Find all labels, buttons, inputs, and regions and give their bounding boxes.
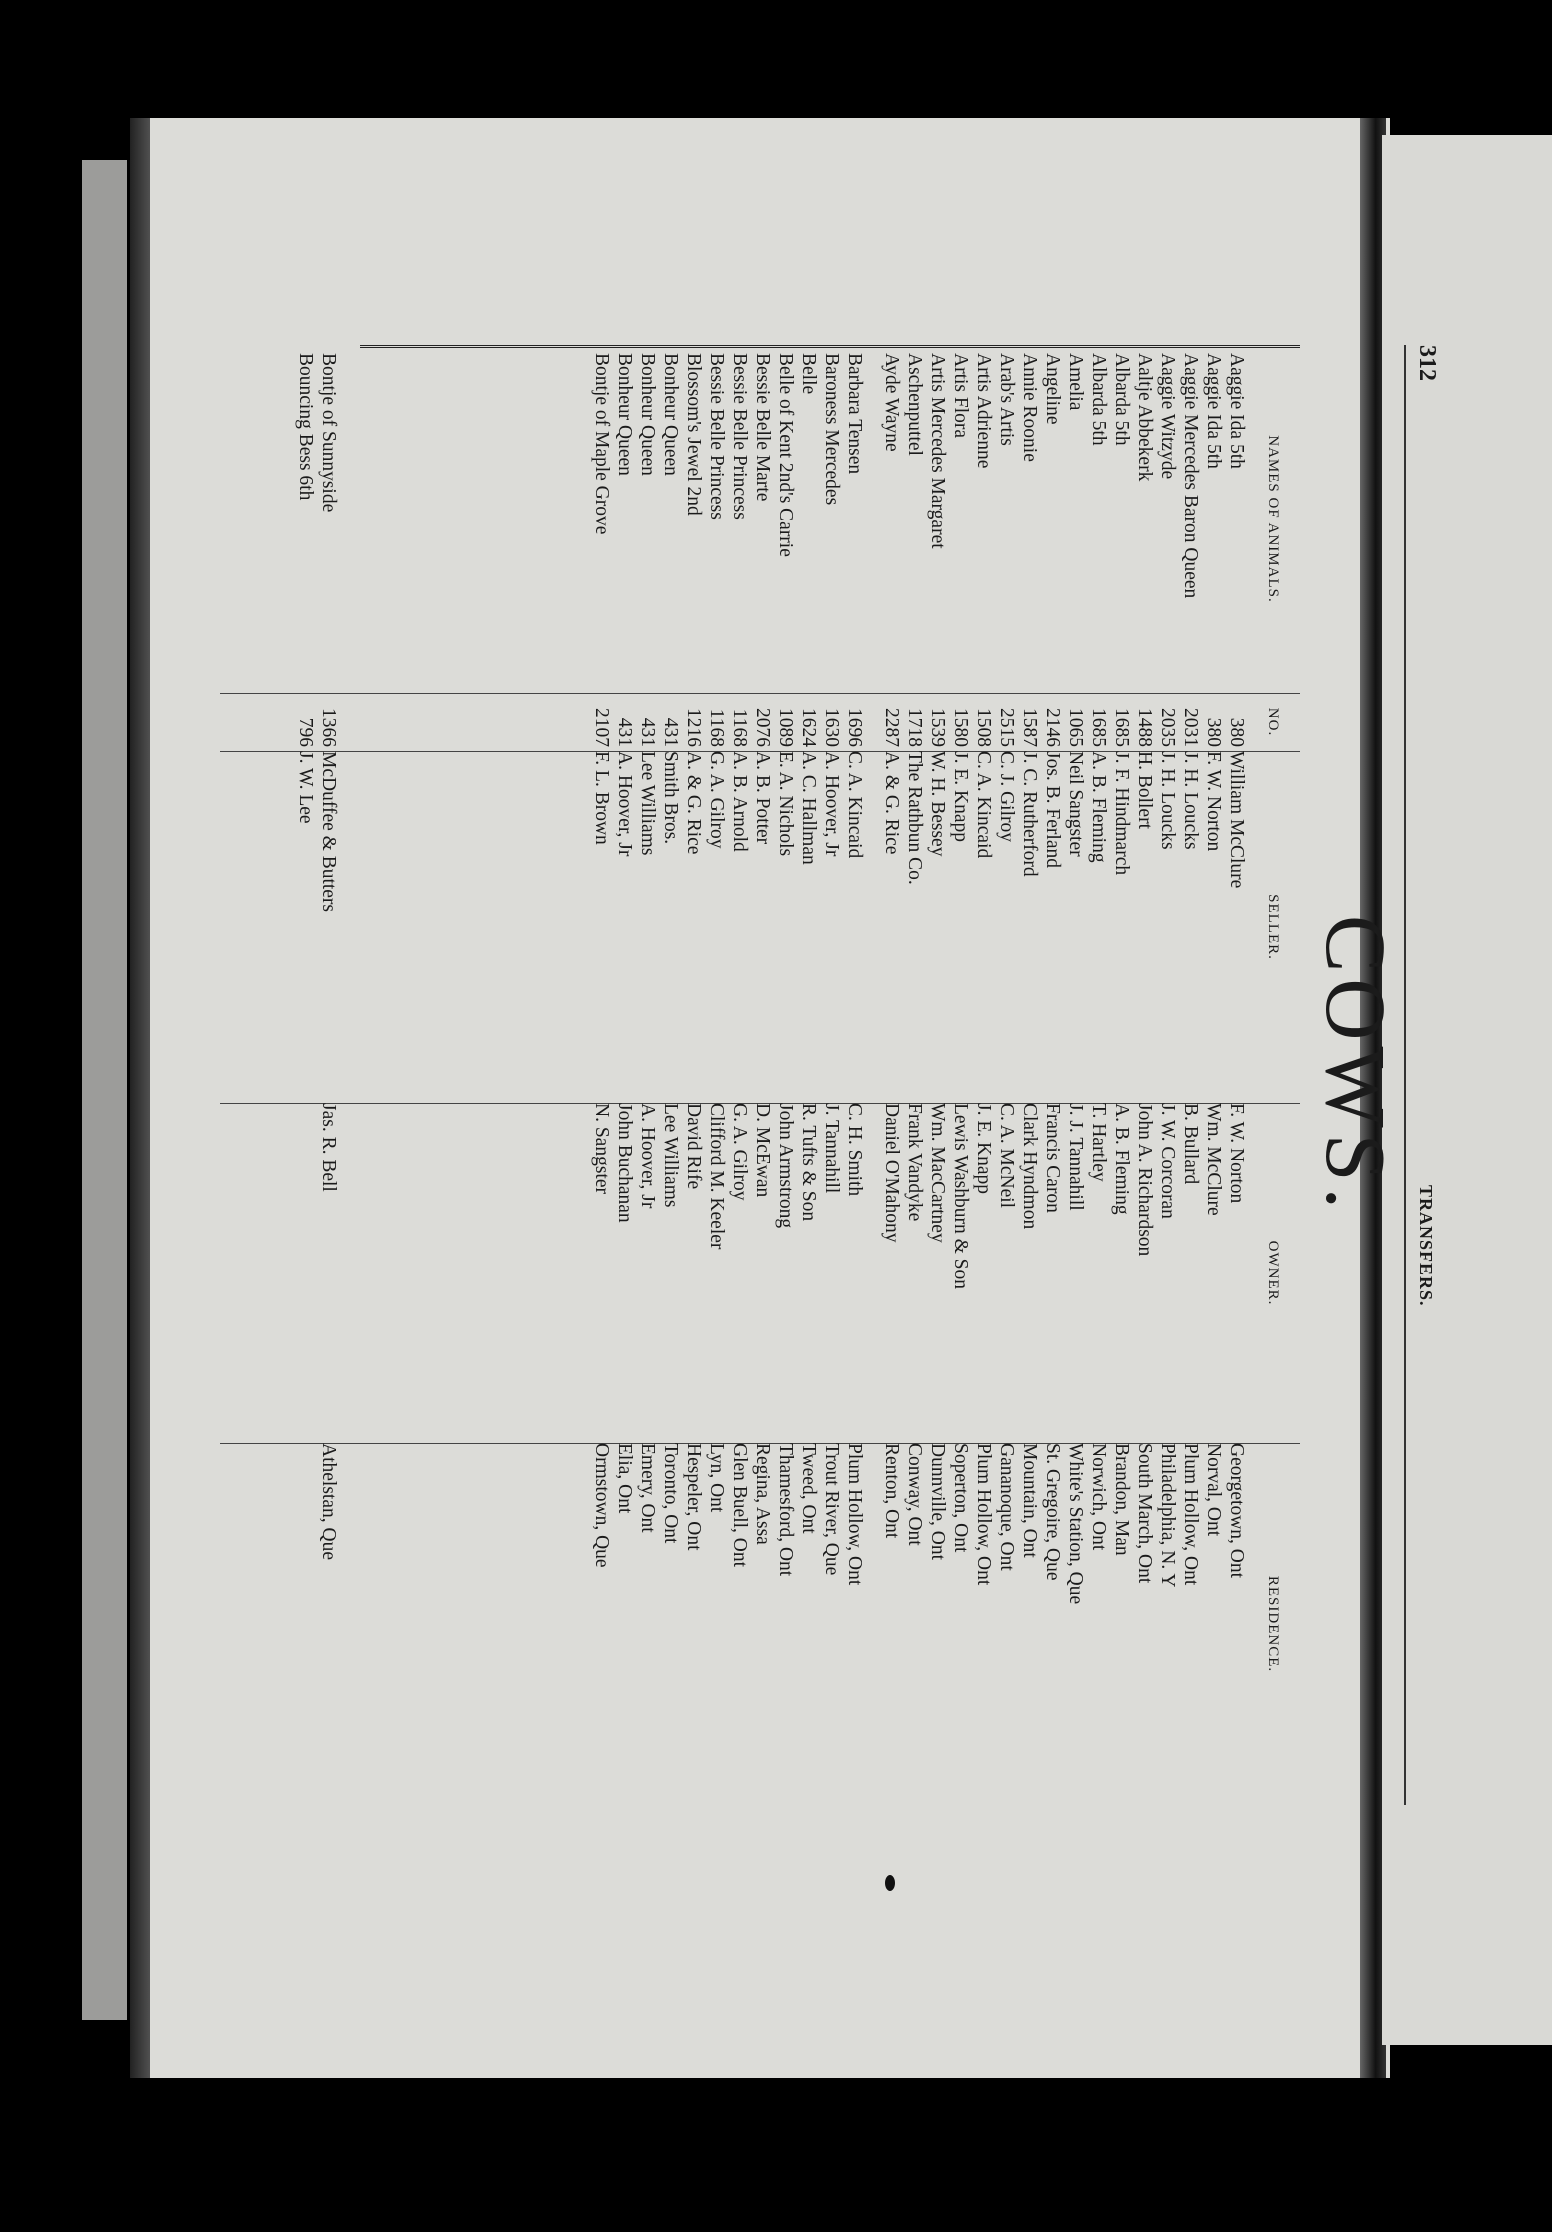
herd-book-number: 1488 (1134, 708, 1155, 747)
seller-name: A. Hoover, Jr (614, 751, 635, 857)
animal-name: Bonheur Queen (660, 353, 681, 476)
herd-book-number: 1065 (1065, 708, 1086, 747)
animal-name: Aaltje Abbekerk (1134, 353, 1155, 482)
animal-name: Belle (798, 353, 819, 395)
herd-book-number: 2146 (1042, 708, 1063, 747)
owner-name: G. A. Gilroy (729, 1103, 750, 1201)
page-number: 312 (1414, 345, 1440, 381)
animal-name: Artis Adrienne (973, 353, 994, 469)
running-title: TRANSFERS. (1416, 1185, 1436, 1307)
owner-residence: Lyn, Ont (706, 1443, 727, 1513)
seller-name: A. B. Potter (752, 751, 773, 845)
owner-residence: Elia, Ont (614, 1443, 635, 1514)
herd-book-number: 1696 (844, 708, 865, 747)
owner-residence: Regina, Assa (752, 1443, 773, 1545)
seller-name: Jos. B. Ferland (1042, 751, 1063, 868)
table-row (317, 345, 340, 1805)
table-row (820, 345, 843, 1805)
owner-name: Daniel O'Mahony (881, 1103, 902, 1243)
owner-name: F. W. Norton (1226, 1103, 1247, 1204)
owner-residence: Dunnville, Ont (927, 1443, 948, 1560)
owner-residence: Mountain, Ont (1019, 1443, 1040, 1558)
owner-name: Wm. McClure (1203, 1103, 1224, 1216)
owner-name (294, 1103, 317, 1441)
table-row (659, 345, 682, 1805)
herd-book-number: 1630 (821, 708, 842, 747)
animal-name: Blossom's Jewel 2nd (683, 353, 704, 516)
herd-book-number: 2287 (881, 708, 902, 747)
owner-residence: White's Station, Que (1065, 1443, 1086, 1605)
owner-residence: Ormstown, Que (591, 1443, 612, 1568)
animal-name: Ayde Wayne (881, 353, 902, 452)
table-row (949, 345, 972, 1805)
animal-name: Amelia (1065, 353, 1086, 411)
owner-name: Clark Hyndmon (1019, 1103, 1040, 1230)
seller-name: J. H. Loucks (1157, 751, 1178, 850)
owner-name: J. Tannahill (821, 1103, 842, 1194)
seller-name: Neil Sangster (1065, 751, 1086, 857)
owner-name: John Buchanan (614, 1103, 635, 1223)
herd-book-number: 1587 (1019, 708, 1040, 747)
herd-book-number: 431 (637, 717, 658, 747)
owner-residence: Tweed, Ont (798, 1443, 819, 1534)
seller-name: G. A. Gilroy (706, 751, 727, 849)
animal-name: Albarda 5th (1111, 353, 1132, 446)
herd-book-number: 431 (660, 717, 681, 747)
animal-name: Bonheur Queen (614, 353, 635, 476)
animal-name: Belle of Kent 2nd's Carrie (775, 353, 796, 557)
owner-name: Frank Vandyke (904, 1103, 925, 1222)
herd-book-number: 1624 (798, 708, 819, 747)
owner-residence: Glen Buell, Ont (729, 1443, 750, 1568)
owner-name: Jas. R. Bell (318, 1103, 339, 1192)
seller-name: A. C. Hallman (798, 751, 819, 865)
table-row (843, 345, 866, 1805)
herd-book-number: 1366 (318, 708, 339, 747)
table-row (1110, 345, 1133, 1805)
herd-book-number: 2035 (1157, 708, 1178, 747)
ink-blot (885, 1875, 895, 1891)
seller-name: J. H. Loucks (1180, 751, 1201, 850)
table-row (972, 345, 995, 1805)
seller-name: J. E. Knapp (950, 751, 971, 842)
animal-name: Artis Flora (950, 353, 971, 439)
owner-residence: Norwich, Ont (1088, 1443, 1109, 1551)
table-row (995, 345, 1018, 1805)
herd-book-number: 2107 (591, 708, 612, 747)
owner-residence: Plum Hollow, Ont (844, 1443, 865, 1586)
owner-residence: Trout River, Que (821, 1443, 842, 1576)
herd-book-number: 380 (1203, 717, 1224, 747)
owner-name: J. J. Tannahill (1065, 1103, 1086, 1211)
owner-name: A. Hoover, Jr (637, 1103, 658, 1209)
animal-name: Baroness Mercedes (821, 353, 842, 506)
owner-residence: Philadelphia, N. Y (1157, 1443, 1178, 1588)
owner-name: C. H. Smith (844, 1103, 865, 1197)
owner-residence: St. Gregoire, Que (1042, 1443, 1063, 1581)
animal-name: Bontje of Maple Grove (591, 353, 612, 535)
herd-book-number: 1718 (904, 708, 925, 747)
animal-name: Aaggie Ida 5th (1203, 353, 1224, 469)
owner-residence: Plum Hollow, Ont (1180, 1443, 1201, 1586)
owner-name: R. Tufts & Son (798, 1103, 819, 1222)
seller-name: J. W. Lee (295, 751, 316, 824)
table-row (1179, 345, 1202, 1805)
animal-name: Barbara Tensen (844, 353, 865, 475)
owner-name: David Rife (683, 1103, 704, 1190)
table-row (728, 345, 751, 1805)
column-header-seller: SELLER. (1265, 894, 1281, 960)
herd-book-number: 380 (1226, 717, 1247, 747)
table-row (590, 345, 613, 1805)
herd-book-number: 2515 (996, 708, 1017, 747)
animal-name: Aaggie Ida 5th (1226, 353, 1247, 469)
herd-book-number: 1168 (706, 708, 727, 747)
owner-name: John Armstrong (775, 1103, 796, 1229)
table-row (1133, 345, 1156, 1805)
table-row (294, 345, 317, 1805)
table-row (1225, 345, 1248, 1805)
owner-residence: Athelstan, Que (318, 1443, 339, 1560)
animal-name: Artis Mercedes Margaret (927, 353, 948, 549)
animal-name: Bonheur Queen (637, 353, 658, 476)
owner-residence: Brandon, Man (1111, 1443, 1132, 1556)
table-row (774, 345, 797, 1805)
seller-name: F. L. Brown (591, 751, 612, 845)
herd-book-number: 2076 (752, 708, 773, 747)
herd-book-number: 1168 (729, 708, 750, 747)
seller-name: C. A. Kincaid (973, 751, 994, 859)
seller-name: H. Bollert (1134, 751, 1155, 829)
animal-name: Bessie Belle Princess (729, 353, 750, 520)
herd-book-number: 1539 (927, 708, 948, 747)
animal-name: Bontje of Sunnyside (318, 353, 339, 513)
seller-name: E. A. Nichols (775, 751, 796, 857)
seller-name: The Rathbun Co. (904, 751, 925, 885)
table-row (797, 345, 820, 1805)
seller-name: A. & G. Rice (881, 751, 902, 855)
herd-book-number: 796 (295, 717, 316, 747)
owner-residence: Georgetown, Ont (1226, 1443, 1247, 1579)
column-header-owner: OWNER. (1265, 1240, 1281, 1306)
owner-residence: Emery, Ont (637, 1443, 658, 1533)
animal-name: Angeline (1042, 353, 1063, 425)
owner-name: Clifford M. Keeler (706, 1103, 727, 1250)
table-row (1202, 345, 1225, 1805)
seller-name: J. F. Hindmarch (1111, 751, 1132, 876)
owner-residence: Toronto, Ont (660, 1443, 681, 1544)
page-header (1404, 345, 1440, 1805)
herd-book-number: 1216 (683, 708, 704, 747)
column-header-residence: RESIDENCE. (1265, 1575, 1281, 1673)
herd-book-number: 2031 (1180, 708, 1201, 747)
column-header-no: NO. (1265, 707, 1281, 737)
owner-name: Lewis Washburn & Son (950, 1103, 971, 1290)
owner-name: J. E. Knapp (973, 1103, 994, 1194)
owner-name: D. McEwan (752, 1103, 773, 1198)
table-row (880, 345, 903, 1805)
owner-name: Lee Williams (660, 1103, 681, 1208)
adjacent-page-edge (82, 160, 127, 2020)
table-row (1064, 345, 1087, 1805)
owner-name: N. Sangster (591, 1103, 612, 1194)
table-row (1087, 345, 1110, 1805)
owner-residence (294, 1443, 317, 1805)
owner-name: B. Bullard (1180, 1103, 1201, 1185)
herd-book-number: 1685 (1111, 708, 1132, 747)
seller-name: McDuffee & Butters (318, 751, 339, 913)
table-row (705, 345, 728, 1805)
table-row (1041, 345, 1064, 1805)
herd-book-number: 1089 (775, 708, 796, 747)
owner-residence: Hespeler, Ont (683, 1443, 704, 1551)
book-spine-shadow (130, 118, 152, 2078)
owner-name: Francis Caron (1042, 1103, 1063, 1213)
table-row (926, 345, 949, 1805)
animal-name: Aaggie Witzyde (1157, 353, 1178, 480)
owner-name: T. Hartley (1088, 1103, 1109, 1182)
seller-name: W. H. Bessey (927, 751, 948, 857)
owner-residence: South March, Ont (1134, 1443, 1155, 1584)
owner-residence: Gananoque, Ont (996, 1443, 1017, 1571)
table-row (682, 345, 705, 1805)
section-title: COWS. (1308, 915, 1404, 1215)
seller-name: F. W. Norton (1203, 751, 1224, 852)
seller-name: William McClure (1226, 751, 1247, 889)
animal-name: Bessie Belle Marte (752, 353, 773, 502)
herd-book-number: 1580 (950, 708, 971, 747)
animal-name: Aschenputtel (904, 353, 925, 456)
animal-name: Annie Roonie (1019, 353, 1040, 462)
table-row (903, 345, 926, 1805)
owner-residence: Renton, Ont (881, 1443, 902, 1539)
animal-name: Bouncing Bess 6th (295, 353, 316, 501)
seller-name: A. Hoover, Jr (821, 751, 842, 857)
owner-residence: Soperton, Ont (950, 1443, 971, 1553)
table-row (751, 345, 774, 1805)
owner-name: C. A. McNeil (996, 1103, 1017, 1209)
herd-book-number: 1685 (1088, 708, 1109, 747)
animal-name: Bessie Belle Princess (706, 353, 727, 520)
seller-name: Smith Bros. (660, 751, 681, 845)
owner-name: J. W. Corcoran (1157, 1103, 1178, 1219)
seller-name: A. B. Arnold (729, 751, 750, 852)
seller-name: J. C. Rutherford (1019, 751, 1040, 877)
owner-residence: Norval, Ont (1203, 1443, 1224, 1537)
seller-name: A. & G. Rice (683, 751, 704, 855)
animal-name: Aaggie Mercedes Baron Queen (1180, 353, 1201, 599)
animal-name: Albarda 5th (1088, 353, 1109, 446)
seller-name: C. J. Gilroy (996, 751, 1017, 843)
seller-name: C. A. Kincaid (844, 751, 865, 859)
column-header-names: NAMES OF ANIMALS. (1265, 435, 1281, 603)
table-row (1156, 345, 1179, 1805)
owner-residence: Conway, Ont (904, 1443, 925, 1546)
herd-book-number: 431 (614, 717, 635, 747)
animal-name: Arab's Artis (996, 353, 1017, 446)
owner-name: Wm. MacCartney (927, 1103, 948, 1243)
owner-name: A. B. Fleming (1111, 1103, 1132, 1215)
rotated-register-page (295, 345, 1440, 1805)
owner-residence: Thamesford, Ont (775, 1443, 796, 1577)
table-row (1018, 345, 1041, 1805)
table-row (613, 345, 636, 1805)
table-row (636, 345, 659, 1805)
seller-name: A. B. Fleming (1088, 751, 1109, 863)
herd-book-number: 1508 (973, 708, 994, 747)
owner-residence: Plum Hollow, Ont (973, 1443, 994, 1586)
owner-name: John A. Richardson (1134, 1103, 1155, 1257)
seller-name: Lee Williams (637, 751, 658, 856)
